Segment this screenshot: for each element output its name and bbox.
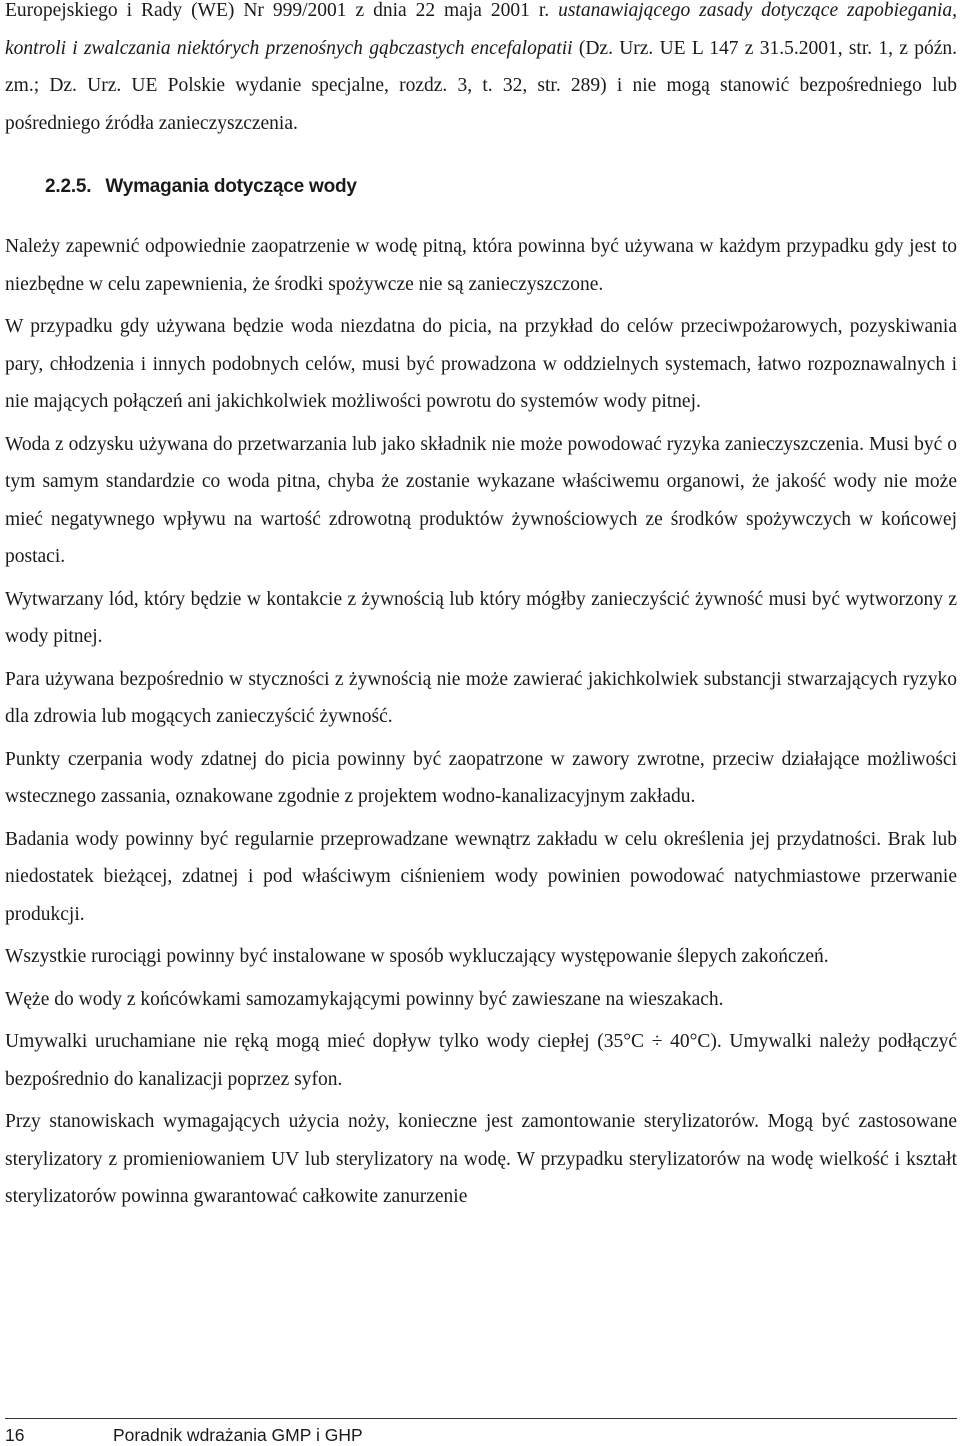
paragraph-pipelines: Wszystkie rurociągi powinny być instalowane w sposób wykluczający występowanie ślepych zakończeń. bbox=[5, 946, 829, 967]
paragraph-hoses: Węże do wody z końcówkami samozamykającymi powinny być zawieszane na wieszakach. bbox=[5, 988, 724, 1010]
paragraph-recycled-water: Woda z odzysku używana do przetwarzania lub jako składnik nie może powodować ryzyka zanieczyszczenia. Musi być o tym samym standardzie co woda pitna, chyba że zostanie wykazane właściwemu organowi, że jakość wody nie może mieć negatywnego wpływu na wartość zdrowotną produktów żywnościowych ze środków spożywczych w końcowej postaci. bbox=[5, 433, 957, 567]
intro-italic-title: ustanawiającego zasady dotyczące zapobiegania, kontroli i zwalczania niektórych przenośnych gąbczastych encefalopatii bbox=[5, 0, 957, 59]
document-page bbox=[5, 0, 957, 1216]
paragraph-water-points: Punkty czerpania wody zdatnej do picia powinny być zaopatrzone w zawory zwrotne, przeciw działające możliwości wstecznego zassania, oznakowane zgodnie z projektem wodno-kanalizacyjnym zakładu. bbox=[5, 748, 957, 807]
paragraph-sterilizers: Przy stanowiskach wymagających użycia noży, konieczne jest zamontowanie sterylizatorów. Mogą być zastosowane sterylizatory z promieniowaniem UV lub sterylizatory na wodę. W przypadku sterylizatorów na wodę wielkość i kształt sterylizatorów powinna gwarantować całkowite zanurzenie bbox=[5, 1111, 957, 1207]
page-number: 16 bbox=[5, 1425, 25, 1445]
section-title: Wymagania dotyczące wody bbox=[105, 176, 357, 197]
section-heading bbox=[45, 176, 957, 198]
intro-text-end: (Dz. Urz. UE L 147 z 31.5.2001, str. 1, z późn. zm.; Dz. Urz. UE Polskie wydanie specjalne, rozdz. 3, t. 32, str. 289) i nie mogą stanowić bezpośredniego lub pośredniego źródła zanieczyszczenia. bbox=[5, 37, 957, 134]
paragraph-steam: Para używana bezpośrednio w styczności z żywnością nie może zawierać jakichkolwiek substancji stwarzających ryzyko dla zdrowia lub mogących zanieczyścić żywność. bbox=[5, 668, 957, 727]
section-number: 2.2.5. bbox=[45, 176, 92, 197]
paragraph-washbasins: Umywalki uruchamiane nie ręką mogą mieć dopływ tylko wody ciepłej (35°C ÷ 40°C). Umywalki należy podłączyć bezpośrednio do kanalizacji poprzez syfon. bbox=[5, 1031, 957, 1090]
intro-paragraph bbox=[5, 0, 957, 142]
page-footer bbox=[5, 1418, 957, 1446]
paragraph-drinking-water: Należy zapewnić odpowiednie zaopatrzenie w wodę pitną, która powinna być używana w każdym przypadku gdy jest to niezbędne w celu zapewnienia, że środki spożywcze nie są zanieczyszczone. bbox=[5, 236, 957, 295]
paragraph-water-testing: Badania wody powinny być regularnie przeprowadzane wewnątrz zakładu w celu określenia jej przydatności. Brak lub niedostatek bieżącej, zdatnej i pod właściwym ciśnieniem wody powinien powodować natychmiastowe przerwanie produkcji. bbox=[5, 828, 957, 925]
paragraph-non-potable-water: W przypadku gdy używana będzie woda niezdatna do picia, na przykład do celów przeciwpożarowych, pozyskiwania pary, chłodzenia i innych podobnych celów, musi być prowadzona w oddzielnych systemach, łatwo rozpoznawalnych i nie mających połączeń ani jakichkolwiek możliwości powrotu do systemów wody pitnej. bbox=[5, 316, 957, 412]
paragraph-ice: Wytwarzany lód, który będzie w kontakcie z żywnością lub który mógłby zanieczyścić żywność musi być wytworzony z wody pitnej. bbox=[5, 588, 957, 647]
intro-text-start: Europejskiego i Rady (WE) Nr 999/2001 z dnia 22 maja 2001 r. bbox=[5, 0, 559, 21]
footer-title: Poradnik wdrażania GMP i GHP bbox=[113, 1425, 363, 1445]
